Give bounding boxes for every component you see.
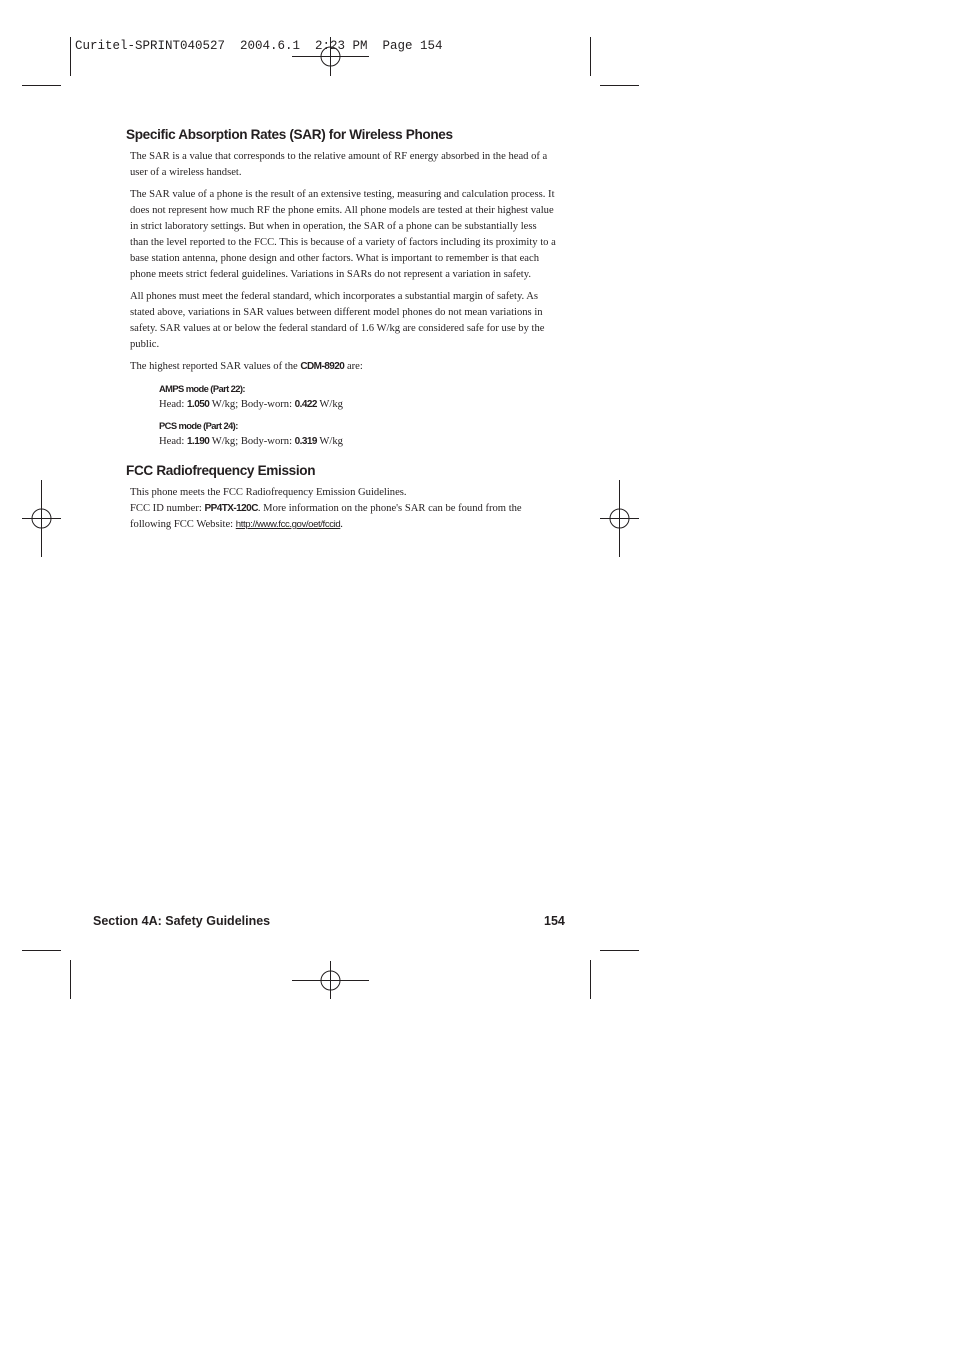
fcc-website-link[interactable]: http://www.fcc.gov/oet/fccid	[235, 519, 341, 530]
pcs-mode-block	[159, 418, 556, 450]
registration-mark-left	[22, 480, 61, 557]
fcc-heading: FCC Radiofrequency Emission	[126, 463, 316, 478]
sar-values-intro-end: are:	[344, 361, 363, 372]
amps-mode-values	[159, 397, 556, 413]
registration-mark-top	[292, 37, 369, 76]
pcs-mode-title: PCS mode (Part 24):	[159, 420, 238, 431]
amps-body-value: 0.422	[294, 399, 317, 410]
pcs-unit-end: W/kg	[316, 436, 343, 447]
fcc-end-period: .	[340, 519, 343, 530]
sar-heading: Specific Absorption Rates (SAR) for Wireless Phones	[126, 127, 453, 142]
fcc-info-text: . More information on the phone's SAR can be found from the following FCC Website:	[130, 503, 522, 530]
pcs-head-label: Head:	[159, 436, 187, 447]
pcs-head-value: 1.190	[186, 436, 210, 447]
sar-values-intro: The highest reported SAR values of the	[130, 361, 301, 372]
print-slug: Curitel-SPRINT040527 2004.6.1 2:23 PM Page 154	[75, 39, 443, 53]
pcs-body-value: 0.319	[294, 436, 317, 447]
pcs-unit-mid: W/kg; Body-worn:	[209, 436, 295, 447]
amps-mode-title: AMPS mode (Part 22):	[159, 383, 245, 394]
sar-paragraph-2: The SAR value of a phone is the result of an extensive testing, measuring and calculation process. It does not represent how much RF the phone emits. All phone models are tested at their highest value in strict laboratory settings. But when in operation, the SAR of a phone can be substantially less than the level reported to the FCC. This is because of a variety of factors including its proximity to a base station antenna, phone design and other factors. What is important to remember is that each phone meets strict federal guidelines. Variations in SARs do not represent a variation in safety.	[130, 189, 556, 280]
sar-paragraph-3: All phones must meet the federal standard, which incorporates a substantial margin of safety. As stated above, variations in SAR values between different model phones do not mean variations in safety. SAR values at or below the federal standard of 1.6 W/kg are considered safe for use by the public.	[130, 291, 545, 350]
pcs-mode-values	[159, 434, 556, 450]
fcc-id-value: PP4TX-120C	[204, 503, 258, 514]
fcc-id-label: FCC ID number:	[130, 503, 205, 514]
fcc-line-1: This phone meets the FCC Radiofrequency Emission Guidelines.	[130, 487, 407, 498]
footer-section-title: Section 4A: Safety Guidelines	[93, 914, 271, 928]
registration-mark-right	[600, 480, 639, 557]
page-content	[126, 126, 556, 539]
fcc-paragraph	[130, 485, 556, 533]
sar-paragraph-1: The SAR is a value that corresponds to the relative amount of RF energy absorbed in the head of a user of a wireless handset.	[130, 151, 548, 178]
amps-head-label: Head:	[159, 399, 187, 410]
sar-paragraph-4	[130, 359, 556, 375]
phone-model: CDM-8920	[300, 361, 345, 372]
footer-page-number: 154	[544, 914, 565, 928]
amps-head-value: 1.050	[186, 399, 210, 410]
amps-mode-block	[159, 381, 556, 413]
amps-unit-mid: W/kg; Body-worn:	[209, 399, 295, 410]
registration-mark-bottom	[292, 961, 369, 999]
amps-unit-end: W/kg	[316, 399, 343, 410]
